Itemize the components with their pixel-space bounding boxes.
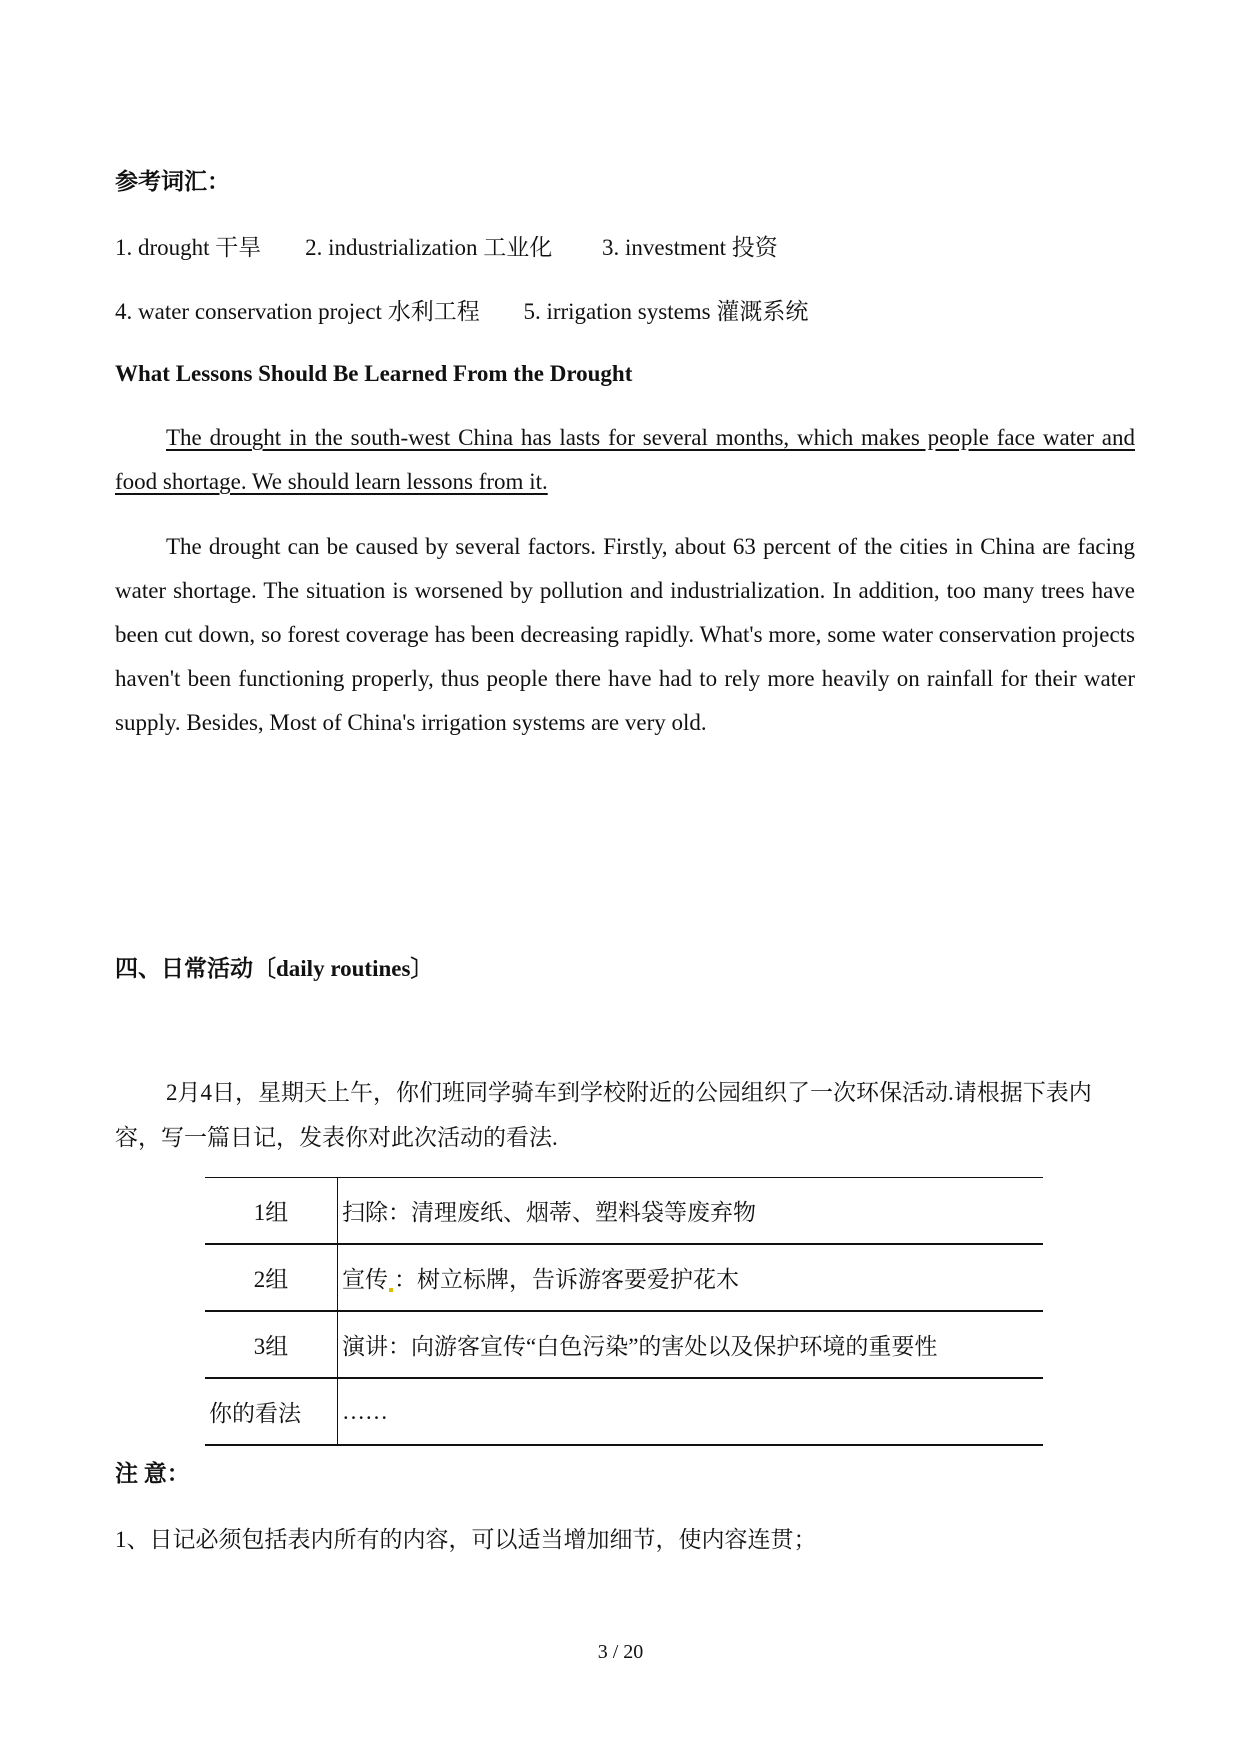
task-cell <box>338 1244 1044 1311</box>
table-row <box>205 1378 1043 1445</box>
page-number: 3 / 20 <box>597 1641 644 1663</box>
task-cell: 扫除：清理废纸、烟蒂、塑料袋等废弃物 <box>338 1178 1044 1245</box>
vocab-item-industrialization: 2. industrialization 工业化 <box>305 235 553 260</box>
essay-body-paragraph: The drought can be caused by several factors. Firstly, about 63 percent of the cities in China are facing water shortage. The situation is worsened by pollution and industrialization. In addition, too many trees have been cut down, so forest coverage has been decreasing rapidly. What's more, some water conservation projects haven't been functioning properly, thus people there have had to rely more heavily on rainfall for their water supply. Besides, Most of China's irrigation systems are very old. <box>115 534 1135 735</box>
task-text-post: ：树立标牌，告诉游客要爱护花木 <box>394 1267 739 1292</box>
note-1: 1、日记必须包括表内所有的内容，可以适当增加细节，使内容连贯； <box>115 1527 817 1552</box>
task-cell: …… <box>338 1378 1044 1445</box>
table-row <box>205 1178 1043 1245</box>
vocab-item-irrigation: 5. irrigation systems 灌溉系统 <box>523 299 809 324</box>
essay-intro-paragraph: The drought in the south-west China has lasts for several months, which makes people face water and food shortage. We should learn lessons from it. <box>115 425 1135 494</box>
activity-table <box>205 1177 1043 1446</box>
vocab-row-2 <box>115 293 1135 326</box>
table-row <box>205 1311 1043 1378</box>
task-cell: 演讲：向游客宣传“白色污染”的害处以及保护环境的重要性 <box>338 1311 1044 1378</box>
table-row <box>205 1244 1043 1311</box>
section4-heading: 四、日常活动〔daily routines〕 <box>115 956 434 981</box>
vocab-heading: 参考词汇： <box>115 169 230 194</box>
essay-title: What Lessons Should Be Learned From the Drought <box>115 361 633 386</box>
vocab-row-1 <box>115 229 1135 262</box>
group-cell: 1组 <box>205 1178 338 1245</box>
group-cell: 你的看法 <box>205 1378 338 1445</box>
highlight-mark-icon <box>389 1288 393 1292</box>
section4-prompt: 2月4日，星期天上午，你们班同学骑车到学校附近的公园组织了一次环保活动.请根据下表内容，写一篇日记，发表你对此次活动的看法. <box>115 1080 1092 1150</box>
vocab-item-drought: 1. drought 干旱 <box>115 235 262 260</box>
task-text-pre: 宣传 <box>342 1267 388 1292</box>
vocab-item-investment: 3. investment 投资 <box>602 235 778 260</box>
notes-heading: 注 意： <box>115 1461 190 1486</box>
vocab-item-water-conservation: 4. water conservation project 水利工程 <box>115 299 480 324</box>
group-cell: 3组 <box>205 1311 338 1378</box>
group-cell: 2组 <box>205 1244 338 1311</box>
